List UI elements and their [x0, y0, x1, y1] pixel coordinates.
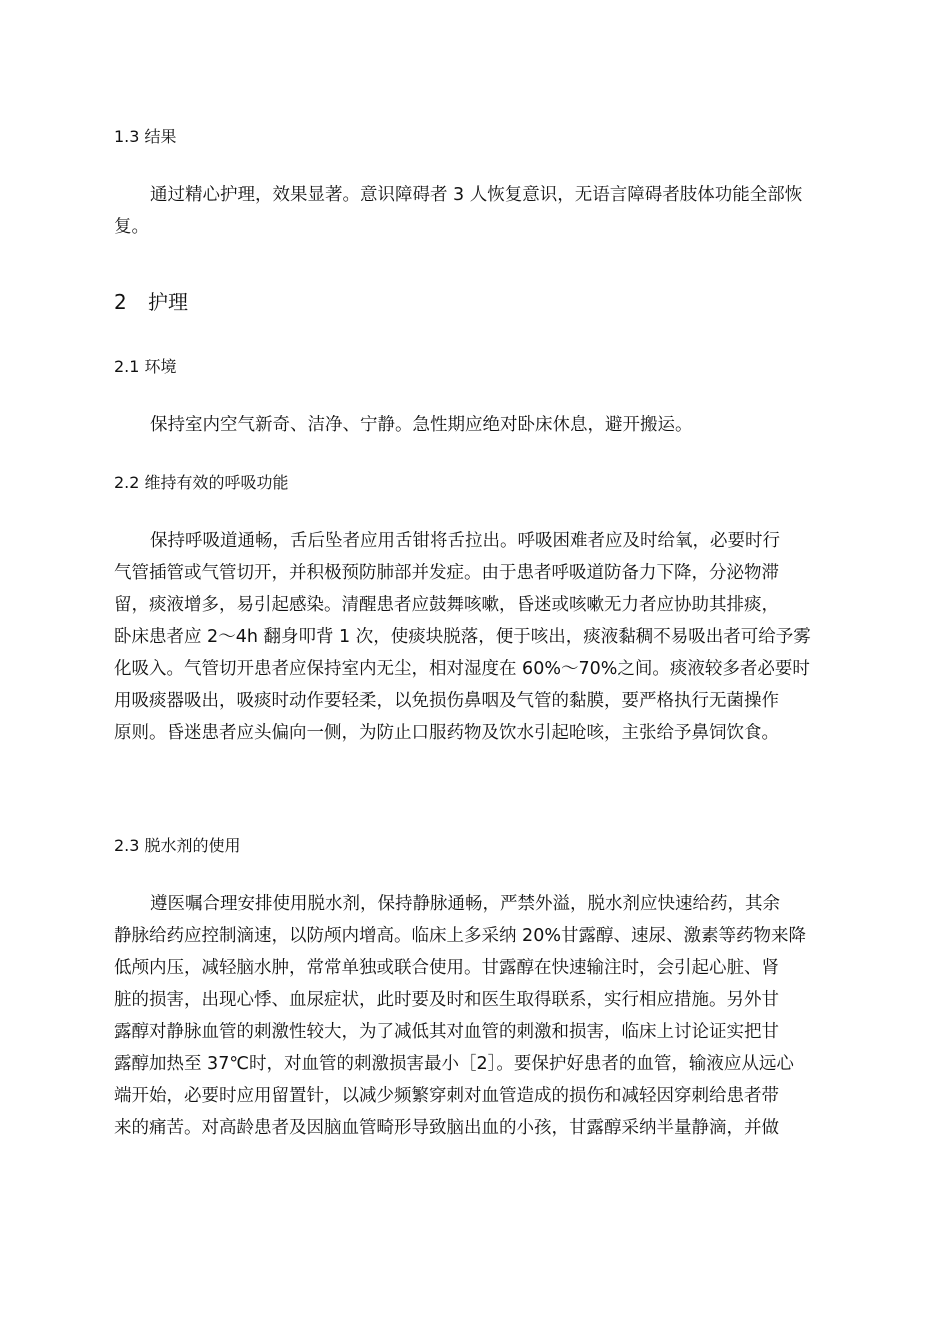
text-line: 卧床患者应 2～4h 翻身叩背 1 次，使痰块脱落，便于咳出，痰液黏稠不易吸出者可给予雾 [114, 627, 811, 647]
section-heading-2-2: 2.2 维持有效的呼吸功能 [114, 473, 289, 492]
text-line: 脏的损害，出现心悸、血尿症状，此时要及时和医生取得联系，实行相应措施。另外甘 [114, 990, 779, 1010]
text-line: 低颅内压，减轻脑水肿，常常单独或联合使用。甘露醇在快速输注时，会引起心脏、肾 [114, 958, 779, 978]
paragraph-results [114, 179, 859, 243]
text-line: 用吸痰器吸出，吸痰时动作要轻柔，以免损伤鼻咽及气管的黏膜，要严格执行无菌操作 [114, 691, 779, 711]
text-line: 端开始，必要时应用留置针，以减少频繁穿刺对血管造成的损伤和减轻因穿刺给患者带 [114, 1086, 779, 1106]
text-line: 露醇加热至 37℃时，对血管的刺激损害最小［2］。要保护好患者的血管，输液应从远心 [114, 1054, 794, 1074]
paragraph-environment [114, 409, 859, 441]
text-line: 留，痰液增多，易引起感染。清醒患者应鼓舞咳嗽，昏迷或咳嗽无力者应协助其排痰， [114, 595, 779, 615]
section-heading-1-3: 1.3 结果 [114, 127, 177, 146]
text-line: 气管插管或气管切开，并积极预防肺部并发症。由于患者呼吸道防备力下降，分泌物滞 [114, 563, 779, 583]
text-line: 保持呼吸道通畅，舌后坠者应用舌钳将舌拉出。呼吸困难者应及时给氧，必要时行 [150, 531, 780, 551]
paragraph-respiratory [114, 525, 859, 749]
text-line: 通过精心护理，效果显著。意识障碍者 3 人恢复意识，无语言障碍者肢体功能全部恢 [150, 185, 803, 205]
text-line: 露醇对静脉血管的刺激性较大，为了减低其对血管的刺激和损害，临床上讨论证实把甘 [114, 1022, 779, 1042]
section-title: 护理 [148, 290, 188, 314]
text-line: 复。 [114, 217, 149, 237]
text-line: 原则。昏迷患者应头偏向一侧，为防止口服药物及饮水引起呛咳，主张给予鼻饲饮食。 [114, 723, 779, 743]
section-heading-2 [114, 288, 188, 316]
text-line: 遵医嘱合理安排使用脱水剂，保持静脉通畅，严禁外溢，脱水剂应快速给药，其余 [150, 894, 780, 914]
section-heading-2-3: 2.3 脱水剂的使用 [114, 836, 241, 855]
section-heading-2-1: 2.1 环境 [114, 357, 177, 376]
text-line: 保持室内空气新奇、洁净、宁静。急性期应绝对卧床休息，避开搬运。 [150, 415, 693, 435]
text-line: 静脉给药应控制滴速，以防颅内增高。临床上多采纳 20%甘露醇、速尿、激素等药物来降 [114, 926, 806, 946]
text-line: 来的痛苦。对高龄患者及因脑血管畸形导致脑出血的小孩，甘露醇采纳半量静滴，并做 [114, 1118, 779, 1138]
text-line: 化吸入。气管切开患者应保持室内无尘，相对湿度在 60%～70%之间。痰液较多者必要时 [114, 659, 810, 679]
section-number: 2 [114, 290, 127, 314]
paragraph-dehydrant [114, 888, 859, 1144]
